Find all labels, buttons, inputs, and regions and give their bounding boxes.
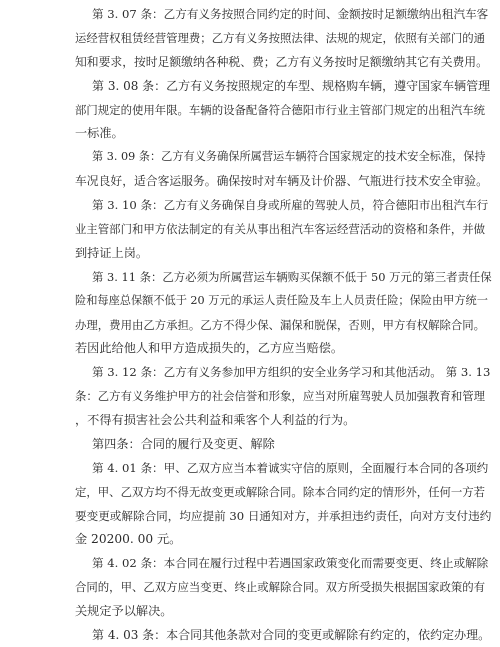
text-line: 合同的，甲、乙双方应当变更、终止或解除合同。双方所受损失根据国家政策的有 [75, 580, 486, 594]
text-line: 业主管部门和甲方依法制定的有关从事出租汽车客运经营活动的资格和条件，并做 [75, 222, 486, 236]
text-line: 办理，费用由乙方承担。乙方不得少保、漏保和脱保，否则，甲方有权解除合同。 [75, 318, 486, 332]
text-line: 运经营权租赁经营管理费；乙方有义务按照法律、法规的规定，依照有关部门的通 [75, 31, 486, 45]
text-line: 关规定予以解决。 [75, 604, 173, 618]
text-line: 定，甲、乙双方均不得无故变更或解除合同。除本合同约定的情形外，任何一方若 [75, 485, 486, 499]
text-line: 第 3. 08 条：乙方有义务按照规定的车型、规格购车辆，遵守国家车辆管理 [92, 79, 491, 93]
text-line: 第 3. 09 条：乙方有义务确保所属营运车辆符合国家规定的技术安全标准，保持 [92, 150, 486, 163]
text-line: 要变更或解除合同，均应提前 30 日通知对方，并承担违约责任，向对方支付违约 [75, 509, 492, 523]
text-line: 金 20200. 00 元。 [75, 532, 182, 546]
text-line: 知和要求，按时足额缴纳各种税、费；乙方有义务按时足额缴纳其它有关费用。 [75, 55, 488, 69]
text-line: 第 4. 01 条：甲、乙双方应当本着诚实守信的原则，全面履行本合同的各项约 [92, 461, 489, 475]
text-line: 一标准。 [75, 126, 124, 140]
text-line: 险和每座总保额不低于 20 万元的承运人责任险及车上人员责任险；保险由甲方统一 [75, 294, 488, 307]
section-heading: 第四条：合同的履行及变更、解除 [92, 437, 275, 451]
text-line: 第 4. 02 条：本合同在履行过程中若遇国家政策变化而需要变更、终止或解除 [92, 556, 489, 570]
text-line: 第 3. 07 条：乙方有义务按照合同约定的时间、金额按时足额缴纳出租汽车客 [92, 7, 489, 21]
text-line: 第 3. 11 条：乙方必须为所属营运车辆购买保额不低于 50 万元的第三者责任保 [92, 270, 492, 284]
text-line: 第 3. 10 条：乙方有义务确保自身或所雇的驾驶人员，符合德阳市出租汽车行 [92, 198, 489, 212]
text-line: 部门规定的使用年限。车辆的设备配备符合德阳市行业主管部门规定的出租汽车统 [75, 103, 486, 117]
text-line: 到持证上岗。 [75, 246, 149, 260]
text-line: 第 3. 12 条：乙方有义务参加甲方组织的安全业务学习和其他活动。 第 3. 13 [92, 365, 491, 379]
text-line: 若因此给他人和甲方造成损失的，乙方应当赔偿。 [75, 341, 344, 355]
text-line: 车况良好，适合客运服务。确保按时对车辆及计价器、气瓶进行技术安全审验。 [75, 174, 488, 188]
text-line: ，不得有损害社会公共利益和乘客个人利益的行为。 [75, 413, 356, 427]
text-line: 第 4. 03 条：本合同其他条款对合同的变更或解除有约定的，依约定办理。 [92, 628, 491, 642]
text-line: 条：乙方有义务维护甲方的社会信誉和形象，应当对所雇驾驶人员加强教育和管理 [75, 389, 486, 403]
